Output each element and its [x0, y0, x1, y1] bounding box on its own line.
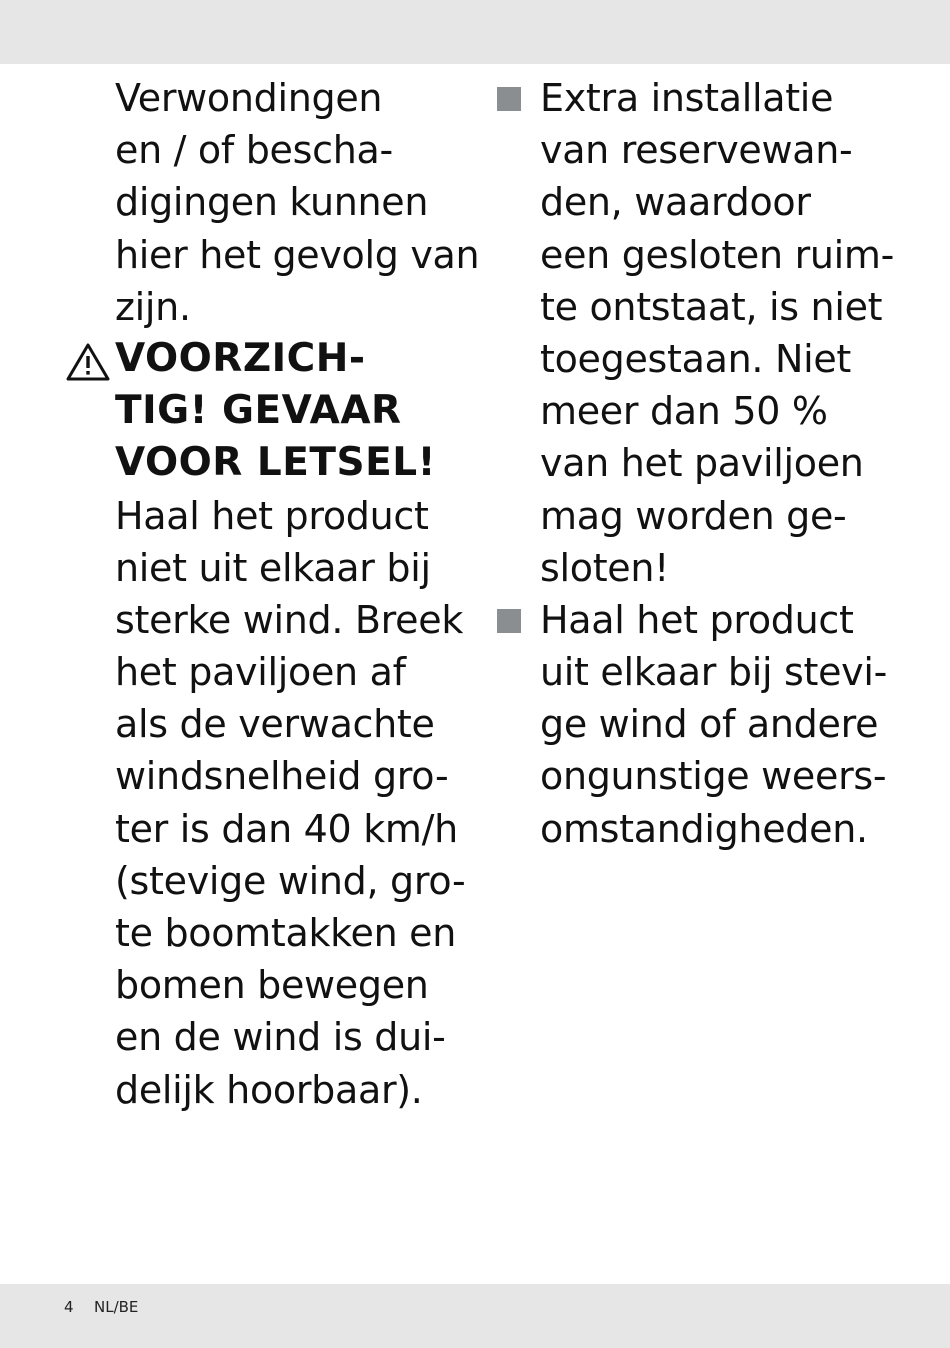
left-column — [115, 72, 480, 1116]
text-line: bomen bewegen — [115, 963, 429, 1008]
right-column — [540, 72, 920, 855]
text-line: ongunstige weers- — [540, 754, 887, 799]
text-line: zijn. — [115, 284, 191, 329]
bullet-item — [540, 594, 920, 855]
warning-heading — [115, 333, 475, 490]
warning-heading-line: TIG! GEVAAR — [115, 388, 402, 434]
warning-body — [115, 490, 475, 1116]
text-line: Extra installatie — [540, 76, 834, 120]
text-line: een gesloten ruim- — [540, 232, 895, 277]
text-line: van het paviljoen — [540, 441, 864, 486]
warning-heading-line: VOOR LETSEL! — [115, 440, 436, 486]
text-line: Haal het product — [115, 493, 429, 538]
text-line: van reservewan- — [540, 128, 853, 173]
text-line: als de verwachte — [115, 702, 435, 747]
text-line: meer dan 50 % — [540, 389, 828, 434]
warning-block — [115, 333, 475, 1116]
language-code: NL/BE — [94, 1298, 139, 1316]
text-line: hier het gevolg van — [115, 232, 480, 277]
text-line: (stevige wind, gro- — [115, 858, 466, 903]
bullet-item — [540, 72, 920, 594]
square-bullet-icon — [497, 87, 521, 111]
text-line: omstandigheden. — [540, 806, 868, 851]
warning-triangle-icon — [65, 342, 111, 382]
header-band — [0, 0, 950, 64]
text-line: ter is dan 40 km/h — [115, 806, 458, 851]
intro-paragraph — [115, 72, 480, 333]
text-line: ge wind of andere — [540, 702, 879, 747]
text-line: den, waardoor — [540, 180, 811, 225]
text-line: en / of bescha- — [115, 128, 393, 173]
text-line: sterke wind. Breek — [115, 597, 464, 642]
text-line: mag worden ge- — [540, 493, 847, 538]
text-line: uit elkaar bij stevi- — [540, 650, 888, 695]
text-line: Haal het product — [540, 597, 854, 642]
text-line: toegestaan. Niet — [540, 336, 852, 381]
text-line: en de wind is dui- — [115, 1015, 446, 1060]
text-line: windsnelheid gro- — [115, 754, 449, 799]
warning-heading-line: VOORZICH- — [115, 335, 366, 381]
text-line: delijk hoorbaar). — [115, 1067, 423, 1112]
text-line: digingen kunnen — [115, 180, 429, 225]
text-line: te ontstaat, is niet — [540, 284, 883, 329]
text-line: te boomtakken en — [115, 911, 457, 955]
text-line: Verwondingen — [115, 76, 383, 120]
square-bullet-icon — [497, 609, 521, 633]
text-line: sloten! — [540, 545, 670, 590]
text-line: het paviljoen af — [115, 650, 406, 695]
footer-band — [0, 1284, 950, 1348]
page-number: 4 — [64, 1298, 74, 1316]
text-line: niet uit elkaar bij — [115, 545, 431, 590]
